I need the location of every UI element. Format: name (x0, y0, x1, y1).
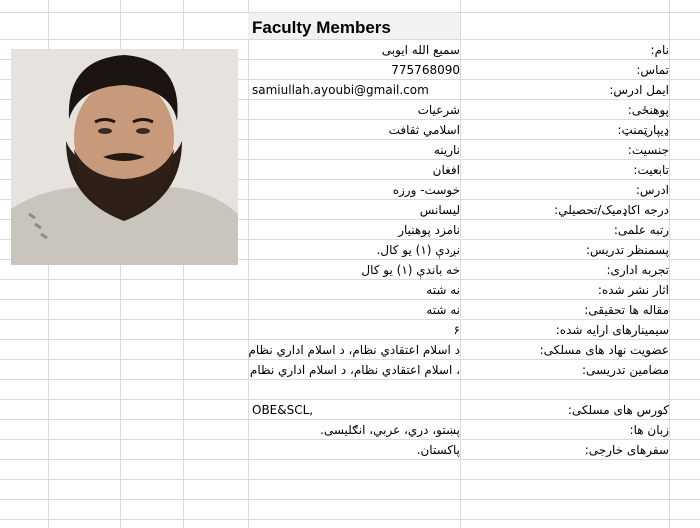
field-label-faculty: پوهنځی: (627, 103, 669, 117)
field-label-research-articles: مقاله ها تحقیقی: (584, 303, 669, 317)
field-value-foreign-trips: پاکستان. (416, 443, 460, 457)
gridline (0, 279, 700, 280)
field-label-address: ادرس: (635, 183, 669, 197)
field-label-subjects-taught: مضامین تدریسی: (581, 363, 669, 377)
field-value-email: samiullah.ayoubi@gmail.com (252, 83, 429, 97)
gridline (0, 39, 700, 40)
field-label-academic-degree: درجه اکاډمیک/تحصیلي: (554, 203, 669, 217)
gridline (0, 359, 700, 360)
gridline (0, 459, 700, 460)
field-label-nationality: تابعیت: (633, 163, 669, 177)
field-value-nationality: افغان (432, 163, 460, 177)
field-label-gender: جنسیت: (627, 143, 669, 157)
field-label-professional-courses: کورس های مسلکی: (567, 403, 669, 417)
field-value-gender: نارینه (433, 143, 460, 157)
gridline (0, 399, 700, 400)
field-value-address: خوست- ورزه (392, 183, 460, 197)
field-label-department: ډیپارټمنټ: (617, 123, 669, 137)
field-value-languages: پښتو، دري، عربي، انګلیسی. (320, 423, 460, 437)
field-value-faculty: شرعیات (417, 103, 460, 117)
gridline (0, 439, 700, 440)
field-value-subjects-taught: ، اسلام اعتقادي نظام، د اسلام اداري نظام (249, 363, 460, 377)
field-value-memberships: د اسلام اعتقادي نظام، د اسلام اداري نظام (248, 343, 460, 357)
field-value-academic-rank: نامزد پوهنیار (398, 223, 460, 237)
field-value-name: سمیع الله ایوبی (381, 43, 460, 57)
field-value-academic-degree: لیسانس (419, 203, 460, 217)
gridline (0, 499, 700, 500)
field-label-languages: زبان ها: (629, 423, 669, 437)
field-label-academic-rank: رتبه علمی: (613, 223, 669, 237)
field-value-contact: 775768090 (391, 63, 460, 77)
field-label-teaching-background: پسمنظر تدریس: (586, 243, 669, 257)
gridline (0, 339, 700, 340)
gridline (0, 379, 700, 380)
field-label-admin-experience: تجربه اداری: (606, 263, 669, 277)
field-label-email: ایمل ادرس: (609, 83, 669, 97)
portrait-image (11, 49, 238, 265)
gridline (0, 319, 700, 320)
field-label-foreign-trips: سفرهای خارجی: (584, 443, 669, 457)
field-label-seminars: سیمینارهای ارایه شده: (555, 323, 669, 337)
gridline (0, 299, 700, 300)
page-title: Faculty Members (252, 18, 391, 37)
field-value-publications: نه شته (426, 283, 460, 297)
field-value-research-articles: نه شته (426, 303, 460, 317)
gridline (0, 419, 700, 420)
field-value-department: اسلامي ثقافت (388, 123, 460, 137)
faculty-photo (11, 49, 238, 265)
field-label-name: نام: (650, 43, 669, 57)
field-value-professional-courses: OBE&SCL, (252, 403, 314, 417)
field-label-memberships: عضویت نهاد های مسلکی: (539, 343, 669, 357)
field-value-admin-experience: خه باندې (۱) یو کال (361, 263, 460, 277)
gridline (0, 479, 700, 480)
field-label-publications: اثار نشر شده: (597, 283, 669, 297)
field-label-contact: تماس: (636, 63, 669, 77)
field-value-seminars: ۶ (453, 323, 460, 337)
gridline (0, 519, 700, 520)
field-value-teaching-background: نږدې (۱) یو کال. (376, 243, 460, 257)
